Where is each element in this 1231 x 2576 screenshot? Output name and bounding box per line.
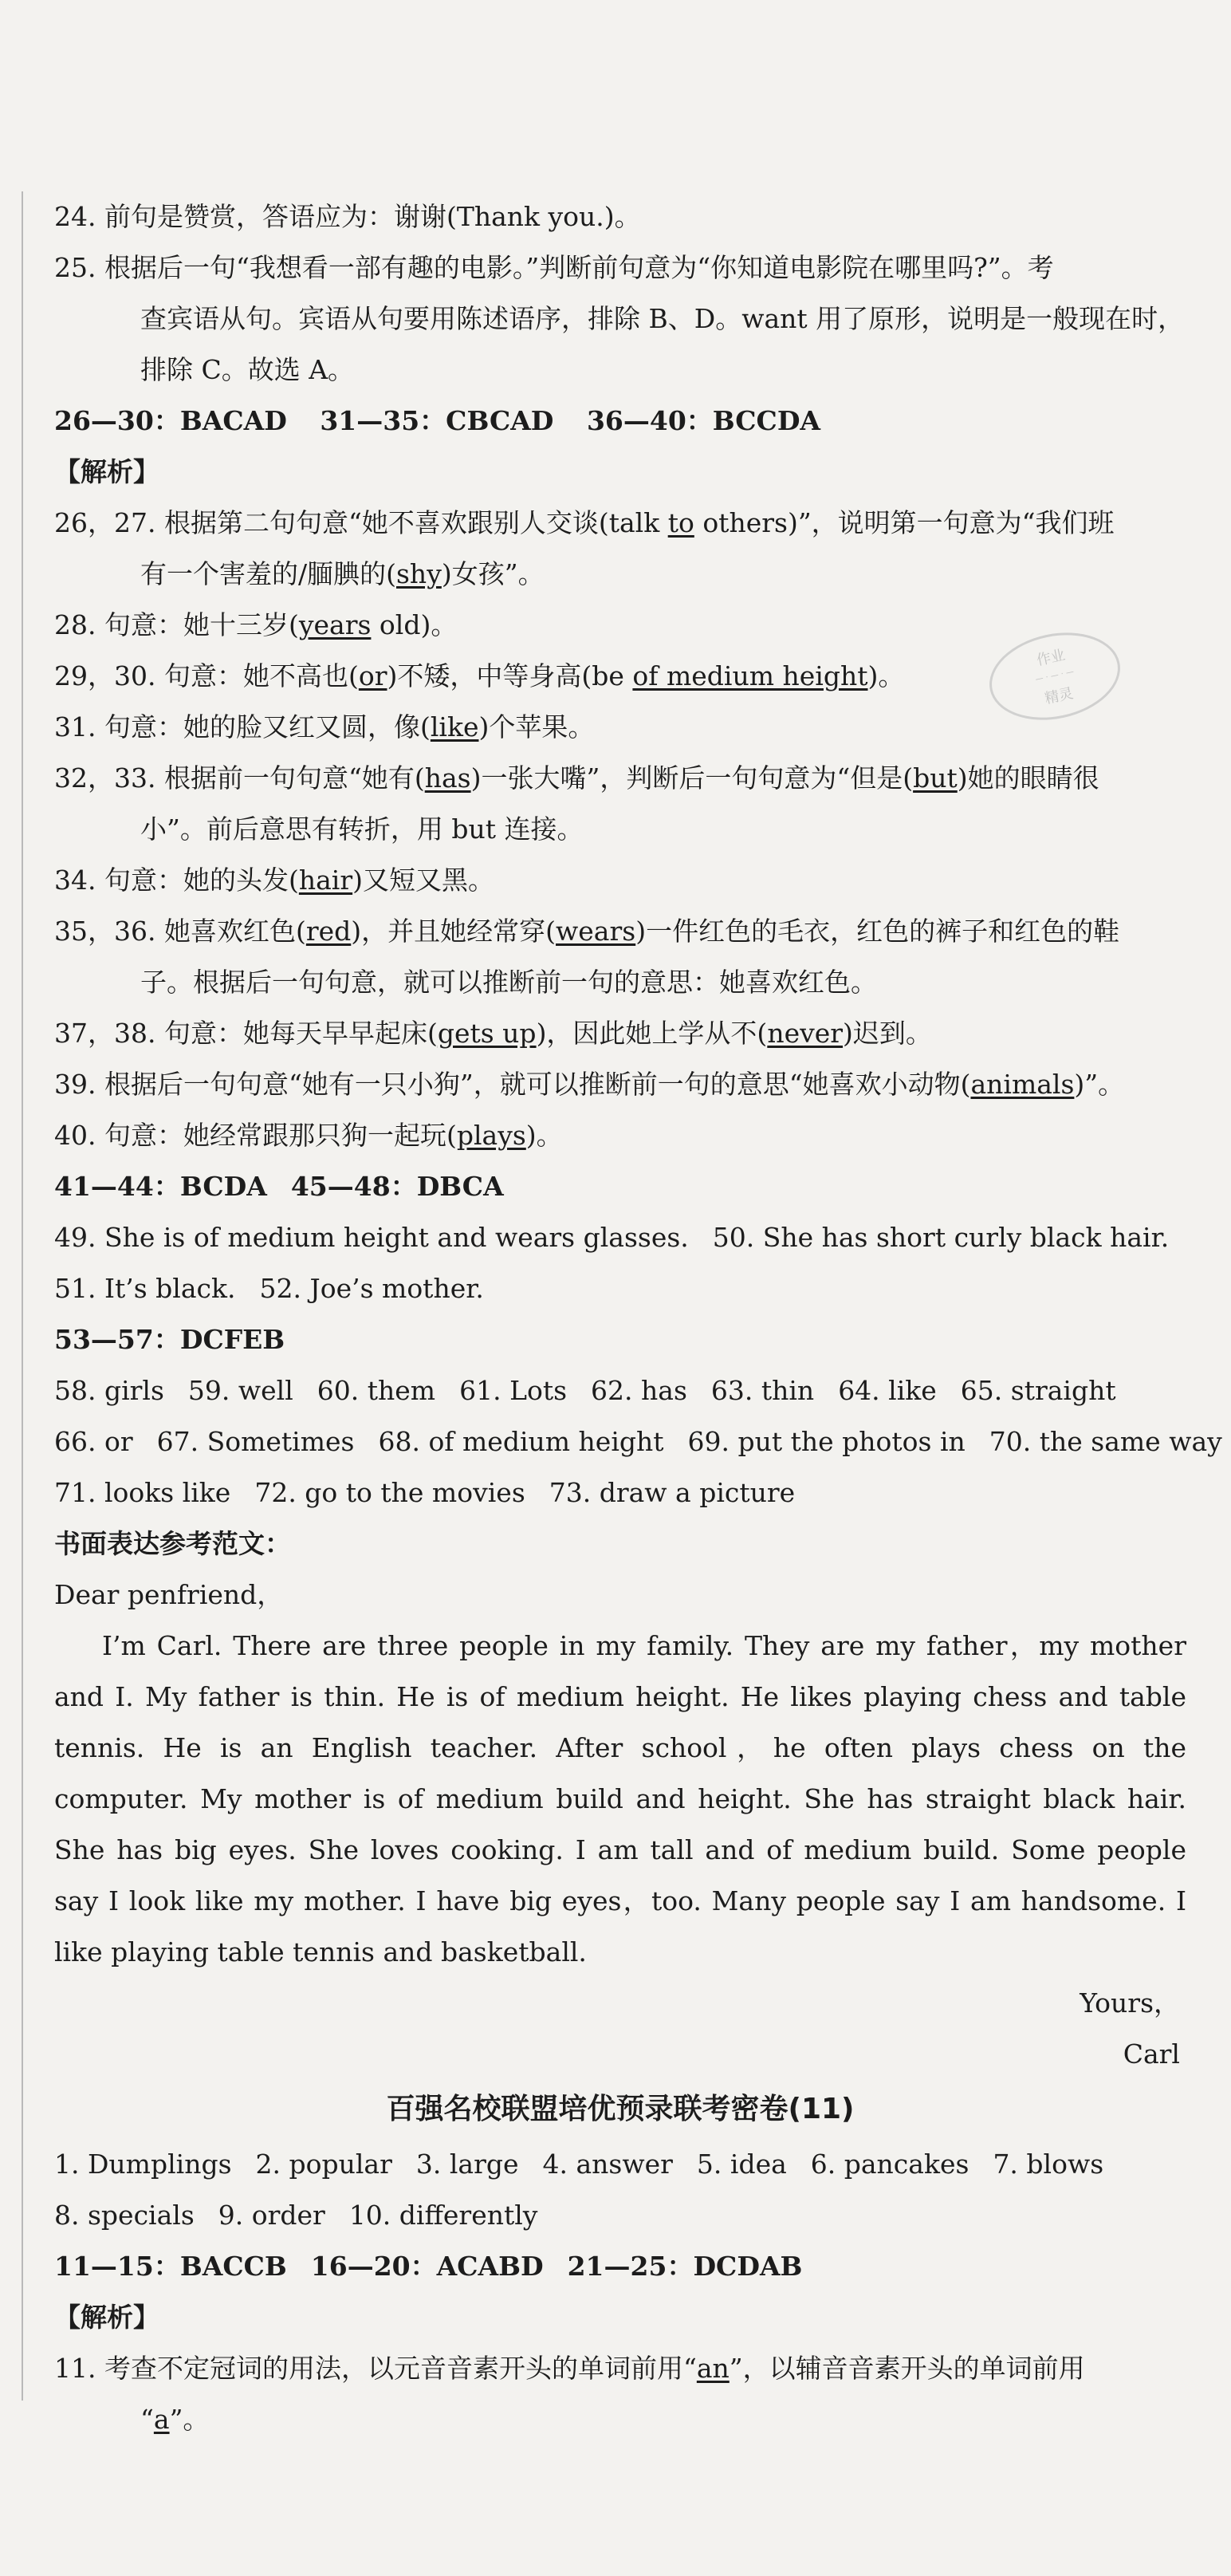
underlined-answer: wears: [556, 916, 636, 947]
text-segment: )一张大嘴”，判断后一句句意为“但是(: [470, 762, 914, 794]
explain-35-36-cont: [54, 957, 1186, 1008]
text-segment: 73. draw a picture: [549, 1477, 796, 1508]
text-segment: )她的眼睛很: [957, 762, 1099, 794]
text-segment: 6. pancakes: [810, 2149, 969, 2180]
text-segment: 36—40：BCCDA: [586, 405, 821, 436]
answers-8-10: [54, 2190, 1186, 2241]
underlined-answer: red: [305, 916, 352, 947]
answer-25-line1: 25. 根据后一句“我想看一部有趣的电影。”判断前句意为“你知道电影院在哪里吗?”。考: [54, 252, 1054, 283]
underlined-answer: never: [767, 1018, 844, 1049]
text-segment: )迟到。: [843, 1018, 932, 1049]
explain-37-38: [54, 1008, 1186, 1059]
text-segment: 有一个害羞的/腼腆的(: [140, 558, 396, 589]
answers-11-25: [54, 2241, 1186, 2292]
text-segment: 29，30. 句意：她不高也(: [54, 660, 359, 691]
text-segment: 9. order: [218, 2200, 325, 2231]
text-segment: 3. large: [415, 2149, 519, 2180]
text-segment: 35，36. 她喜欢红色(: [54, 916, 306, 947]
explain-32-33: [54, 753, 1186, 804]
text-segment: 2. popular: [255, 2149, 392, 2180]
text-segment: )。: [525, 1120, 563, 1151]
text-segment: 8. specials: [54, 2200, 195, 2231]
underlined-answer: to: [667, 507, 694, 538]
text-segment: )，因此她上学从不(: [536, 1018, 768, 1049]
text-segment: 50. She has short curly black hair.: [712, 1222, 1170, 1253]
text-segment: ”，以辅音音素开头的单词前用: [729, 2353, 1085, 2384]
analysis-heading-2: 【解析】: [54, 2302, 159, 2333]
answers-58-65: [54, 1365, 1186, 1416]
explain-29-30: [54, 651, 1186, 702]
text-segment: 40. 句意：她经常跟那只狗一起玩(: [54, 1120, 457, 1151]
answer-25-line2: 查宾语从句。宾语从句要用陈述语序，排除 B、D。want 用了原形，说明是一般现在时，: [140, 303, 1185, 334]
explain-40: [54, 1110, 1186, 1161]
text-segment: 41—44：BCDA: [54, 1171, 267, 1202]
text-segment: others)”，说明第一句意为“我们班: [694, 507, 1115, 538]
text-segment: )，并且她经常穿(: [351, 916, 557, 947]
text-segment: 28. 句意：她十三岁(: [54, 609, 299, 640]
text-segment: 4. answer: [542, 2149, 673, 2180]
answers-1-7: [54, 2139, 1186, 2190]
explain-39: [54, 1059, 1186, 1110]
answers-51-52: [54, 1263, 1186, 1314]
text-segment: 66. or: [54, 1426, 133, 1457]
text-segment: )。: [867, 660, 905, 691]
text-segment: old)。: [371, 609, 458, 640]
underlined-answer: gets up: [437, 1018, 537, 1049]
section-title-11: 百强名校联盟培优预录联考密卷(11): [386, 2093, 855, 2125]
explain-26-27: [54, 498, 1186, 549]
answers-49-50: [54, 1212, 1186, 1263]
analysis-heading: 【解析】: [54, 456, 159, 487]
text-segment: 64. like: [838, 1375, 937, 1406]
signature: Carl: [1123, 2038, 1180, 2070]
text-segment: 10. differently: [348, 2200, 538, 2231]
text-segment: 68. of medium height: [378, 1426, 664, 1457]
text-segment: )不矮，中等身高(be: [387, 660, 633, 691]
underlined-answer: of medium height: [632, 660, 868, 691]
text-segment: )女孩”。: [441, 558, 545, 589]
underlined-answer: hair: [298, 865, 353, 896]
text-segment: 58. girls: [54, 1375, 164, 1406]
answer-24: 24. 前句是赞赏，答语应为：谢谢(Thank you.)。: [54, 201, 641, 232]
answer-content: [54, 191, 1222, 2445]
text-segment: 7. blows: [993, 2149, 1104, 2180]
text-segment: 37，38. 句意：她每天早早起床(: [54, 1018, 438, 1049]
text-segment: 26—30：BACAD: [54, 405, 287, 436]
underlined-answer: like: [430, 711, 479, 742]
margin-line: [22, 191, 23, 2401]
explain-26-27-cont: [54, 549, 1186, 600]
answers-26-40: [54, 396, 1186, 447]
text-segment: )”。: [1074, 1069, 1125, 1100]
explain-35-36: [54, 906, 1186, 957]
underlined-answer: has: [424, 762, 471, 794]
answers-66-70: [54, 1416, 1222, 1467]
text-segment: 11. 考查不定冠词的用法，以元音音素开头的单词前用“: [54, 2353, 697, 2384]
salutation: Dear penfriend，: [54, 1579, 284, 1610]
text-segment: 1. Dumplings: [54, 2149, 232, 2180]
text-segment: 62. has: [591, 1375, 687, 1406]
text-segment: 59. well: [187, 1375, 293, 1406]
answers-71-73: [54, 1467, 1186, 1518]
underlined-answer: shy: [396, 558, 442, 589]
text-segment: 16—20：ACABD: [310, 2251, 544, 2282]
text-segment: 72. go to the movies: [254, 1477, 525, 1508]
text-segment: )个苹果。: [478, 711, 595, 742]
closing: Yours，: [1080, 1987, 1180, 2019]
answer-25-line3: 排除 C。故选 A。: [140, 354, 355, 385]
text-segment: 45—48：DBCA: [290, 1171, 504, 1202]
text-segment: )一件红色的毛衣，红色的裤子和红色的鞋: [635, 916, 1120, 947]
essay-body: I’m Carl. There are three people in my family. They are my father，my mother and I. My father is thin. He is of medium height. He likes playing chess and table tennis. He is an English teacher. After school，he often plays chess on the computer. My mother is of medium build and height. She has straight black hair. She has big eyes. She loves cooking. I am tall and of medium build. Some people say I look like my mother. I have big eyes，too. Many people say I am handsome. I like playing table tennis and basketball.: [54, 1630, 1186, 1967]
text-segment: 5. idea: [696, 2149, 787, 2180]
explain-11-cont: [54, 2394, 1186, 2445]
text-segment: 61. Lots: [459, 1375, 568, 1406]
text-segment: 49. She is of medium height and wears glasses.: [54, 1222, 689, 1253]
explain-32-33-cont: [54, 804, 1186, 855]
text-segment: ”。: [169, 2404, 210, 2435]
underlined-answer: an: [696, 2353, 730, 2384]
underlined-answer: plays: [456, 1120, 526, 1151]
underlined-answer: or: [358, 660, 387, 691]
text-segment: 65. straight: [960, 1375, 1116, 1406]
text-segment: 34. 句意：她的头发(: [54, 865, 299, 896]
explain-34: [54, 855, 1186, 906]
text-segment: 小”。前后意思有转折，用 but 连接。: [140, 813, 584, 845]
text-segment: 63. thin: [710, 1375, 815, 1406]
explain-31: [54, 702, 1186, 753]
text-segment: 21—25：DCDAB: [567, 2251, 803, 2282]
explain-11: [54, 2343, 1186, 2394]
text-segment: 31. 句意：她的脸又红又圆，像(: [54, 711, 431, 742]
text-segment: 11—15：BACCB: [54, 2251, 287, 2282]
text-segment: 子。根据后一句句意，就可以推断前一句的意思：她喜欢红色。: [140, 967, 877, 998]
text-segment: 67. Sometimes: [156, 1426, 355, 1457]
text-segment: “: [140, 2404, 154, 2435]
underlined-answer: but: [913, 762, 958, 794]
text-segment: 52. Joe’s mother.: [259, 1273, 484, 1304]
underlined-answer: years: [298, 609, 372, 640]
text-segment: 26，27. 根据第二句句意“她不喜欢跟别人交谈(talk: [54, 507, 668, 538]
answers-53-57: 53—57：DCFEB: [54, 1324, 285, 1355]
text-segment: 69. put the photos in: [687, 1426, 966, 1457]
answers-41-48: [54, 1161, 1186, 1212]
text-segment: 71. looks like: [54, 1477, 231, 1508]
text-segment: 51. It’s black.: [54, 1273, 236, 1304]
text-segment: 39. 根据后一句句意“她有一只小狗”，就可以推断前一句的意思“她喜欢小动物(: [54, 1069, 971, 1100]
underlined-answer: animals: [970, 1069, 1075, 1100]
underlined-answer: a: [153, 2404, 170, 2435]
writing-heading: 书面表达参考范文：: [54, 1528, 291, 1559]
text-segment: 31—35：CBCAD: [320, 405, 554, 436]
explain-28: [54, 600, 1186, 651]
text-segment: )又短又黑。: [352, 865, 494, 896]
text-segment: 32，33. 根据前一句句意“她有(: [54, 762, 425, 794]
stamp-watermark: 作业 — · — · — 精灵: [981, 621, 1128, 731]
text-segment: 60. them: [317, 1375, 436, 1406]
text-segment: 70. the same way: [989, 1426, 1222, 1457]
